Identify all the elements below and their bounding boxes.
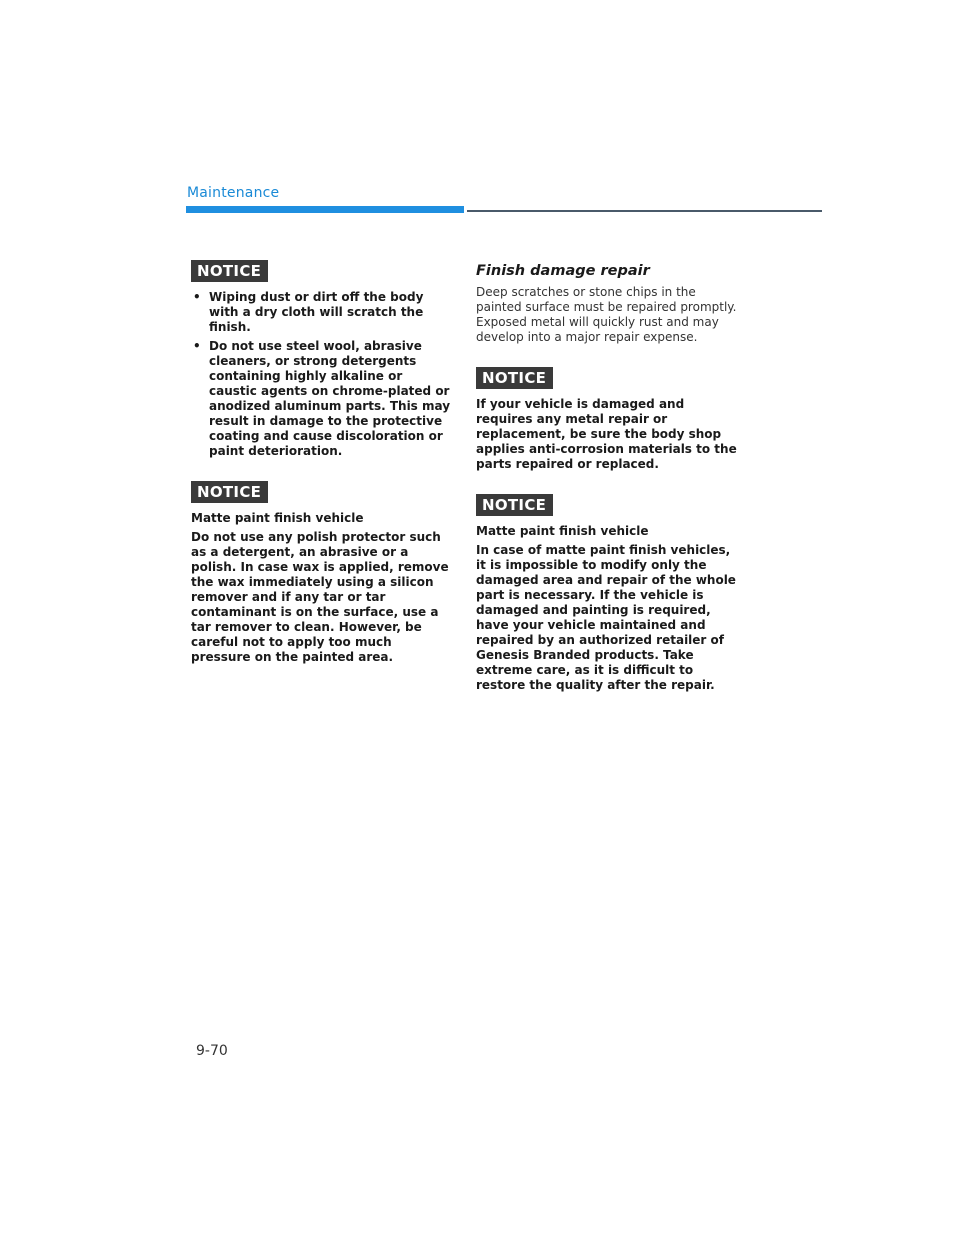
notice-block-metal-repair	[476, 367, 738, 472]
list-item: • Do not use steel wool, abrasive cleaners, or strong detergents containing highly alkaline or caustic agents on chrome-plated or anodized aluminum parts. This may result in damage to the protective coating and cause discoloration or paint deterioration.	[191, 339, 453, 459]
header-rule-thin	[467, 210, 822, 212]
notice-block-matte-polish	[191, 481, 453, 665]
notice-subtitle: Matte paint finish vehicle	[191, 511, 364, 525]
list-item: • Wiping dust or dirt off the body with a dry cloth will scratch the finish.	[191, 290, 453, 335]
page-number: 9-70	[196, 1043, 228, 1059]
right-column	[476, 263, 738, 715]
notice-text: In case of matte paint finish vehicles, it is impossible to modify only the damaged area and repair of the whole part is necessary. If the vehicle is damaged and painting is required, have your vehicle maintained and repaired by an authorized retailer of Genesis Branded products. Take extreme care, as it is difficult to restore the quality after the repair.	[476, 543, 736, 692]
notice-block-cleaning	[191, 260, 453, 459]
notice-block-matte-repair	[476, 494, 738, 693]
notice-subtitle: Matte paint finish vehicle	[476, 524, 649, 538]
notice-label: NOTICE	[476, 494, 553, 516]
notice-label: NOTICE	[191, 260, 268, 282]
header-rule-thick	[186, 206, 464, 213]
finish-damage-section	[476, 263, 738, 345]
section-heading: Finish damage repair	[476, 263, 650, 279]
section-title: Maintenance	[187, 185, 280, 201]
notice-label: NOTICE	[191, 481, 268, 503]
notice-label: NOTICE	[476, 367, 553, 389]
left-column	[191, 260, 453, 687]
notice-bullet-list	[191, 290, 453, 459]
notice-text: If your vehicle is damaged and requires any metal repair or replacement, be sure the body shop applies anti-corrosion materials to the parts repaired or replaced.	[476, 397, 737, 471]
intro-text: Deep scratches or stone chips in the painted surface must be repaired promptly. Exposed metal will quickly rust and may develop into a major repair expense.	[476, 285, 737, 344]
notice-text: Do not use any polish protector such as a detergent, an abrasive or a polish. In case wax is applied, remove the wax immediately using a silicon remover and if any tar or tar contaminant is on the surface, use a tar remover to clean. However, be careful not to apply too much pressure on the painted area.	[191, 530, 449, 664]
